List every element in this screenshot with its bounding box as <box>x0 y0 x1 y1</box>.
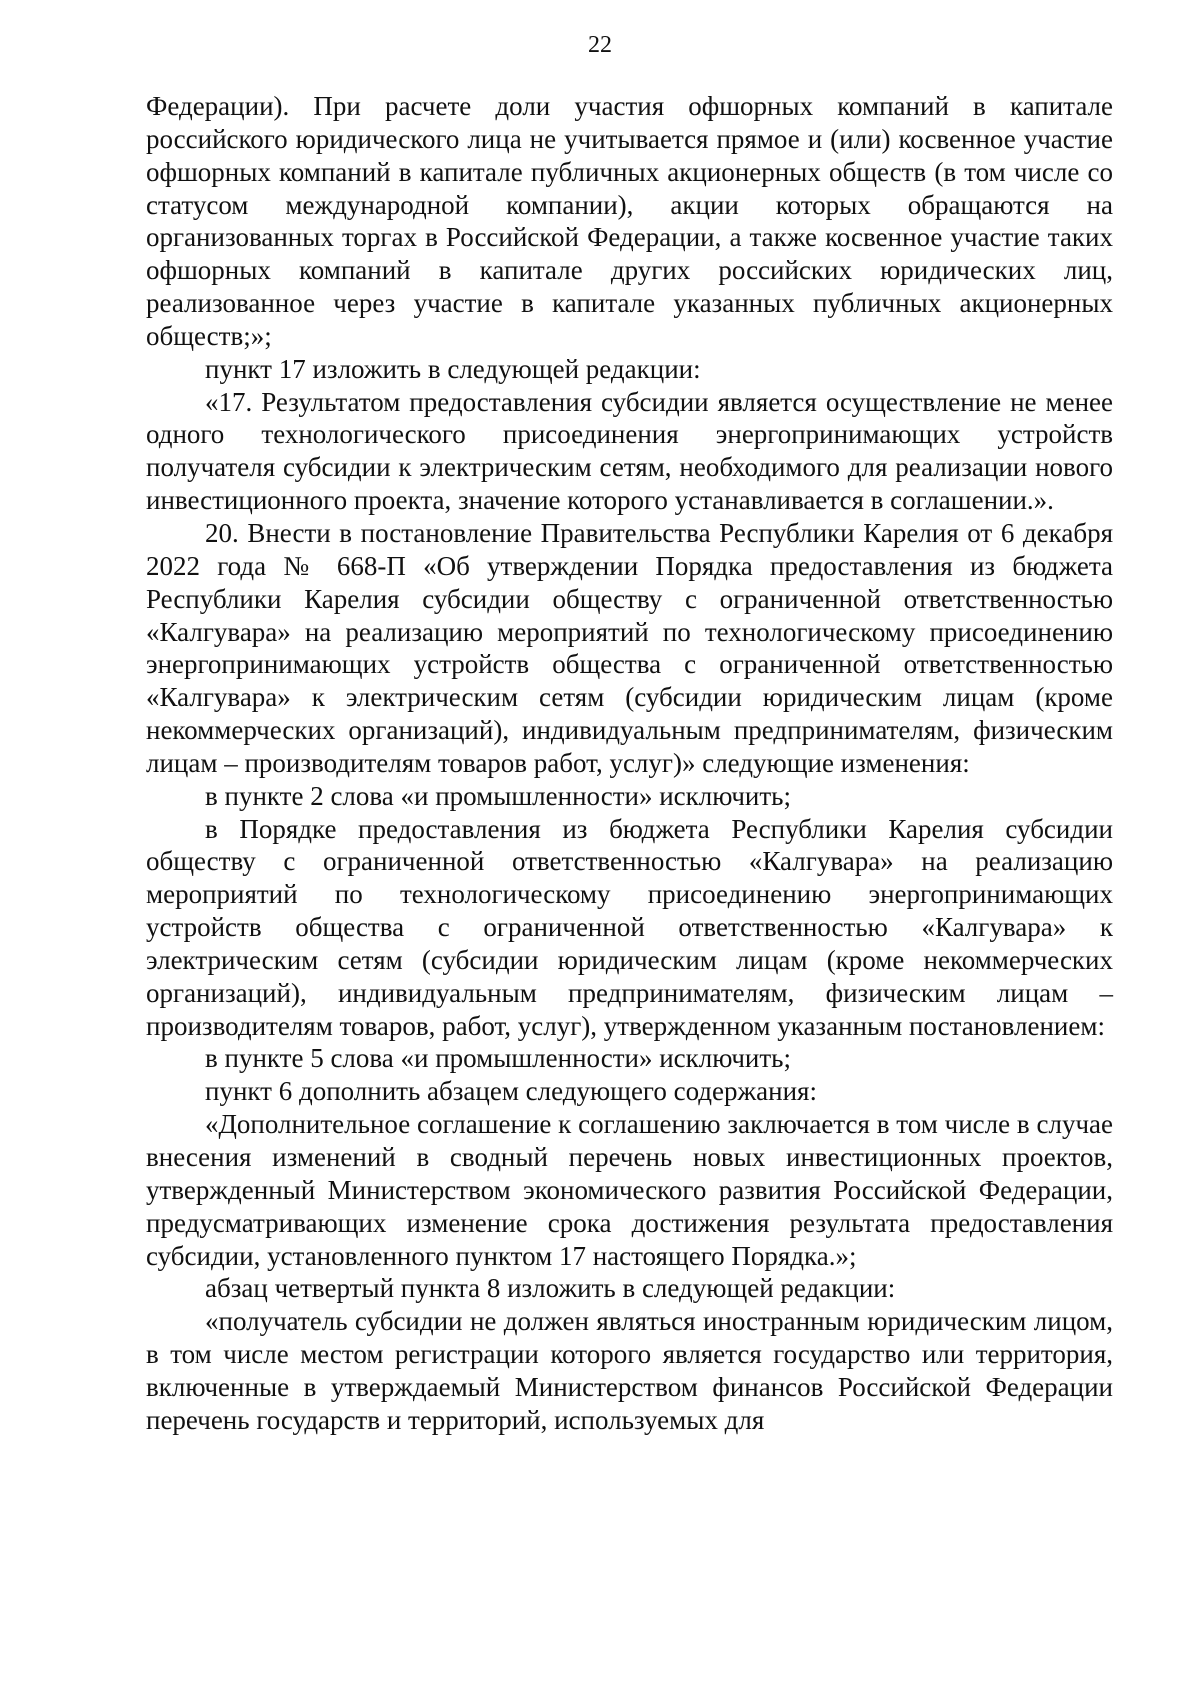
paragraph-2: пункт 17 изложить в следующей редакции: <box>205 353 701 384</box>
paragraph-1: Федерации). При расчете доли участия офшорных компаний в капитале российского юридического лица не учитывается прямое и (или) косвенное участие офшорных компаний в капитале публичных акционерных обществ (в том числе со статусом международной компании), акции которых обращаются на организованных торгах в Российской Федерации, а также косвенное участие таких офшорных компаний в капитале других российских юридических лиц, реализованное через участие в капитале указанных публичных акционерных обществ;»; <box>146 91 1113 351</box>
paragraph-4: 20. Внести в постановление Правительства Республики Карелия от 6 декабря 2022 года № 668-П «Об утверждении Порядка предоставления из бюджета Республики Карелия субсидии обществу с ограниченной ответственностью «Калгувара» на реализацию мероприятий по технологическому присоединению энергопринимающих устройств общества с ограниченной ответственностью «Калгувара» к электрическим сетям (субсидии юридическим лицам (кроме некоммерческих организаций), индивидуальным предпринимателям, физическим лицам – производителям товаров работ, услуг)» следующие изменения: <box>146 517 1113 778</box>
paragraph-3: «17. Результатом предоставления субсидии является осуществление не менее одного технологического присоединения энергопринимающих устройств получателя субсидии к электрическим сетям, необходимого для реализации нового инвестиционного проекта, значение которого устанавливается в соглашении.». <box>146 386 1113 516</box>
paragraph-9: «Дополнительное соглашение к соглашению заключается в том числе в случае внесения изменений в сводный перечень новых инвестиционных проектов, утвержденный Министерством экономического развития Российской Федерации, предусматривающих изменение срока достижения результата предоставления субсидии, установленного пунктом 17 настоящего Порядка.»; <box>146 1109 1113 1271</box>
paragraph-5: в пункте 2 слова «и промышленности» исключить; <box>205 780 791 811</box>
paragraph-10: абзац четвертый пункта 8 изложить в следующей редакции: <box>205 1273 896 1304</box>
paragraph-7: в пункте 5 слова «и промышленности» исключить; <box>205 1043 791 1074</box>
document-body <box>146 90 1113 1437</box>
paragraph-11: «получатель субсидии не должен являться иностранным юридическим лицом, в том числе местом регистрации которого является государство или территория, включенные в утверждаемый Министерством финансов Российской Федерации перечень государств и территорий, используемых для <box>146 1306 1113 1435</box>
page-number: 22 <box>588 32 612 58</box>
paragraph-6: в Порядке предоставления из бюджета Республики Карелия субсидии обществу с ограниченной ответственностью «Калгувара» на реализацию мероприятий по технологическому присоединению энергопринимающих устройств общества с ограниченной ответственностью «Калгувара» к электрическим сетям (субсидии юридическим лицам (кроме некоммерческих организаций), индивидуальным предпринимателям, физическим лицам – производителям товаров, работ, услуг), утвержденном указанным постановлением: <box>146 813 1113 1041</box>
paragraph-8: пункт 6 дополнить абзацем следующего содержания: <box>205 1076 817 1107</box>
